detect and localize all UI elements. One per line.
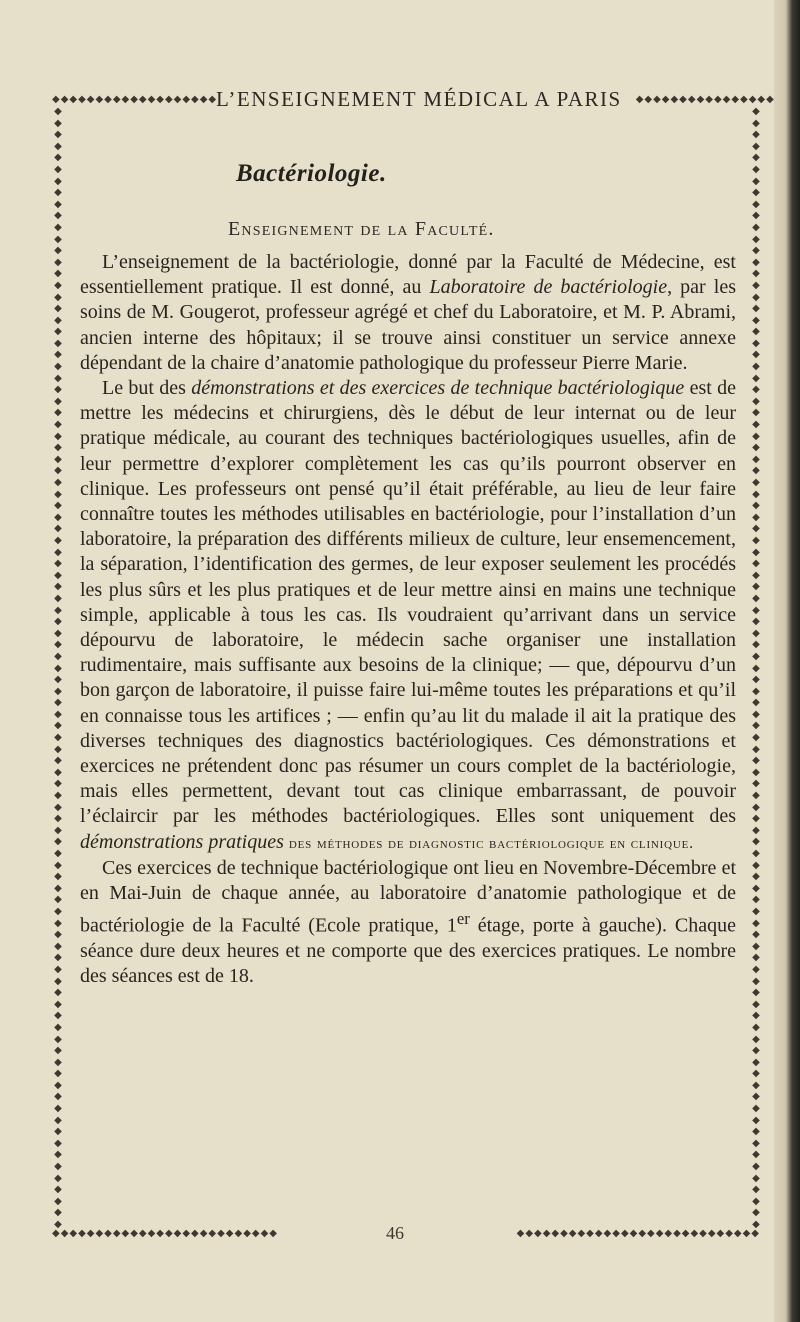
book-spine-shadow <box>774 0 800 1322</box>
paragraph-2-text-b: est de mettre les médecins et chirurgiens, dès le début de leur internat ou de leur pratique médicale, au courant des techniques bactériologiques usuelles, afin de leur permettre d’explorer complètement les cas qu’ils pourront observer en clinique. Les professeurs ont pensé qu’il était préférable, au lieu de leur faire connaître toutes les méthodes utilisables en bactériologie, pour l’installation d’un laboratoire, la préparation des différents milieux de culture, leur ensemencement, la séparation, l’identification des germes, de leur exposer seulement les procédés les plus sûrs et les plus pratiques et de leur mettre ainsi en mains une technique simple, applicable à tous les cas. Ils voudraient qu’arrivant dans un service dépourvu de laboratoire, le médecin sache organiser une installation rudimentaire, mais suffisante aux besoins de la clinique; — que, dépourvu d’un bon garçon de laboratoire, il puisse faire lui-même toutes les préparations et qu’il en connaisse tous les artifices ; — enfin qu’au lit du malade il ait la pratique des diverses techniques des diagnostics bactériologiques. Ces démonstrations et exercices ne prétendent donc pas résumer un cours complet de la bactériologie, mais elles permettent, devant tout cas clinique embarrassant, de pouvoir l’éclaircir par les méthodes bactériologiques. Elles sont uniquement des <box>80 377 737 828</box>
paragraph-1-text-b: , par les soins de M. Gougerot, professeur agrégé et chef du Laboratoire, et M. P. Abrami, ancien interne des hôpitaux; il se trouve ainsi constituer un service annexe dépendant de la chaire d’anatomie pathologique du professeur Pierre Marie. <box>80 276 736 374</box>
paragraph-1-italic: Laboratoire de bactériologie <box>429 276 668 299</box>
section-title: Bactériologie. <box>236 160 387 187</box>
paragraph-3 <box>80 856 736 990</box>
ornament-right-icon: ◆◆◆◆◆◆◆◆◆◆◆◆◆◆◆◆ <box>635 93 775 105</box>
footer-ornament-left-icon: ◆◆◆◆◆◆◆◆◆◆◆◆◆◆◆◆◆◆◆◆◆◆◆◆◆◆ <box>52 1227 278 1239</box>
paragraph-2-italic-a: démonstrations et des exercices de technique bactériologique <box>191 377 685 400</box>
paragraph-3-superscript: er <box>456 909 470 929</box>
paragraph-3-text-a: Ces exercices de technique bactériologique ont lieu en Novembre-Décembre et en Mai-Juin de chaque année, au laboratoire d’anatomie pathologique et de bactériologie de la Faculté (Ecole pratique, 1 <box>80 856 736 937</box>
sub-title: Enseignement de la Faculté. <box>228 218 495 240</box>
paragraph-2-small-caps: des méthodes de diagnostic bactériologique en clinique. <box>288 834 694 852</box>
running-header-title: L’ENSEIGNEMENT MÉDICAL A PARIS <box>216 86 622 111</box>
right-ornament-border-icon: ◆ ◆ ◆ ◆ ◆ ◆ ◆ ◆ ◆ ◆ ◆ ◆ ◆ ◆ ◆ ◆ ◆ ◆ ◆ ◆ ◆ ◆ ◆ ◆ ◆ ◆ ◆ ◆ ◆ ◆ ◆ ◆ ◆ ◆ ◆ ◆ ◆ ◆ ◆ ◆ ◆ ◆ ◆ ◆ ◆ ◆ ◆ ◆ ◆ ◆ ◆ ◆ ◆ ◆ ◆ ◆ ◆ ◆ ◆ ◆ ◆ ◆ ◆ ◆ ◆ ◆ ◆ ◆ ◆ ◆ ◆ ◆ ◆ ◆ ◆ ◆ ◆ ◆ ◆ ◆ ◆ ◆ ◆ ◆ ◆ ◆ ◆ ◆ ◆ ◆ ◆ ◆ ◆ ◆ ◆ ◆ ◆ <box>752 106 760 1230</box>
body-text <box>80 250 736 990</box>
footer-ornament-right-icon: ◆◆◆◆◆◆◆◆◆◆◆◆◆◆◆◆◆◆◆◆◆◆◆◆◆◆◆◆ <box>516 1227 760 1239</box>
running-header <box>52 86 775 112</box>
page-footer <box>52 1222 760 1244</box>
paragraph-2-italic-b: démonstrations pratiques <box>80 830 284 853</box>
left-ornament-border-icon: ◆ ◆ ◆ ◆ ◆ ◆ ◆ ◆ ◆ ◆ ◆ ◆ ◆ ◆ ◆ ◆ ◆ ◆ ◆ ◆ ◆ ◆ ◆ ◆ ◆ ◆ ◆ ◆ ◆ ◆ ◆ ◆ ◆ ◆ ◆ ◆ ◆ ◆ ◆ ◆ ◆ ◆ ◆ ◆ ◆ ◆ ◆ ◆ ◆ ◆ ◆ ◆ ◆ ◆ ◆ ◆ ◆ ◆ ◆ ◆ ◆ ◆ ◆ ◆ ◆ ◆ ◆ ◆ ◆ ◆ ◆ ◆ ◆ ◆ ◆ ◆ ◆ ◆ ◆ ◆ ◆ ◆ ◆ ◆ ◆ ◆ ◆ ◆ ◆ ◆ ◆ ◆ ◆ ◆ ◆ ◆ ◆ <box>54 106 62 1230</box>
paragraph-1 <box>80 250 736 376</box>
paragraph-1-text-a: L’enseignement de la bactériologie, donné par la Faculté de Médecine, est essentiellement pratique. Il est donné, au <box>80 251 736 299</box>
page-number: 46 <box>386 1222 404 1243</box>
ornament-left-icon: ◆◆◆◆◆◆◆◆◆◆◆◆◆◆◆◆◆◆◆ <box>52 93 218 105</box>
paragraph-3-text-b: étage, porte à gauche). Chaque séance dure deux heures et ne comporte que des exercices pratiques. Le nombre des séances est de 18. <box>80 914 736 988</box>
paragraph-2-text-a: Le but des <box>102 377 192 400</box>
paragraph-2 <box>80 376 736 856</box>
